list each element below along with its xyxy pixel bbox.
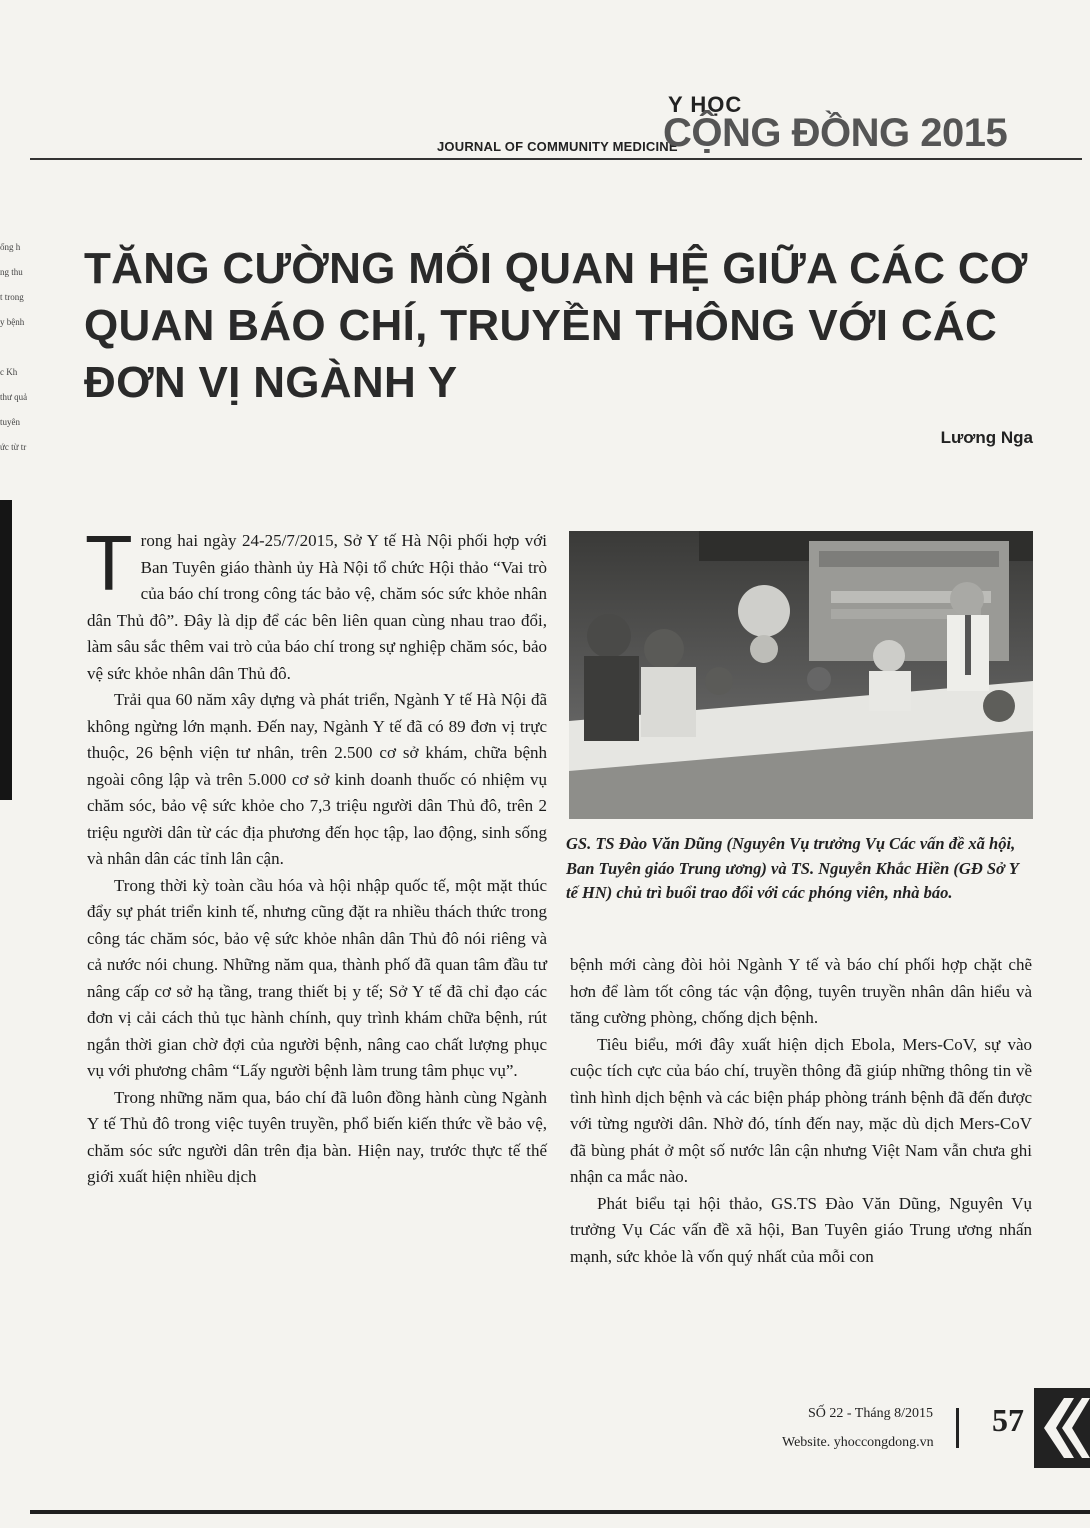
- paragraph: [85, 519, 547, 687]
- paragraph-text: rong hai ngày 24-25/7/2015, Sở Y tế Hà Nội phối hợp với Ban Tuyên giáo thành ủy Hà Nội tổ chức Hội thảo “Vai trò của báo chí trong công tác bảo vệ, chăm sóc sức khỏe nhân dân Thủ đô”. Đây là dịp để các bên liên quan cùng nhau trao đổi, làm sâu sắc thêm vai trò của báo chí trong sự nghiệp chăm sóc, bảo vệ sức khỏe nhân dân Thủ đô.: [87, 531, 547, 683]
- paragraph: bệnh mới càng đòi hỏi Ngành Y tế và báo chí phối hợp chặt chẽ hơn để làm tốt công tác vận động, tuyên truyền nhân dân hiểu và tăng cường phòng, chống dịch bệnh.: [570, 955, 1032, 1027]
- page-bottom-rule: [30, 1510, 1090, 1514]
- drop-cap: T: [85, 519, 133, 607]
- body-column-left: [85, 519, 547, 1191]
- journal-name-en: JOURNAL OF COMMUNITY MEDICINE: [437, 139, 678, 154]
- article-photo: [569, 531, 1033, 819]
- paragraph: Phát biểu tại hội thảo, GS.TS Đào Văn Dũng, Nguyên Vụ trưởng Vụ Các vấn đề xã hội, Ban Tuyên giáo Trung ương nhấn mạnh, sức khỏe là vốn quý nhất của mỗi con: [570, 1193, 1032, 1266]
- page-number: 57: [992, 1402, 1024, 1438]
- paragraph: Trong những năm qua, báo chí đã luôn đồng hành cùng Ngành Y tế Thủ đô trong việc tuyên truyền, phổ biến kiến thức về bảo vệ, chăm sóc sức người dân trên địa bàn. Hiện nay, trước thực tế thế giới xuất hiện nhiều dịch: [87, 1087, 547, 1186]
- paragraph: Trải qua 60 năm xây dựng và phát triển, Ngành Y tế Hà Nội đã không ngừng lớn mạnh. Đến nay, Ngành Y tế đã có 89 đơn vị trực thuộc, 26 bệnh viện tư nhân, trên 2.500 cơ sở khám, chữa bệnh ngoài công lập và trên 5.000 cơ sở kinh doanh thuốc có nhiệm vụ chăm sóc, bảo vệ sức khỏe cho 7,3 triệu người dân Thủ đô, trên 2 triệu người dân từ các địa phương đến học tập, lao động, sinh sống và nhân dân các tỉnh lân cận.: [87, 690, 547, 868]
- photo-illustration: [569, 531, 1033, 819]
- photo-caption: GS. TS Đào Văn Dũng (Nguyên Vụ trưởng Vụ Các vấn đề xã hội, Ban Tuyên giáo Trung ương) và TS. Nguyễn Khắc Hiền (GĐ Sở Y tế HN) chủ trì buổi trao đổi với các phóng viên, nhà báo.: [566, 834, 1019, 902]
- article-title: TĂNG CƯỜNG MỐI QUAN HỆ GIỮA CÁC CƠ QUAN BÁO CHÍ, TRUYỀN THÔNG VỚI CÁC ĐƠN VỊ NGÀNH Y: [84, 244, 1028, 407]
- paragraph: Tiêu biểu, mới đây xuất hiện dịch Ebola, Mers-CoV, sự vào cuộc tích cực của báo chí, truyền thông đã giúp những thông tin về tình hình dịch bệnh và các biện pháp phòng tránh bệnh đã đến được với từng người dân. Nhờ đó, tính đến nay, mặc dù dịch Mers-CoV đã bùng phát ở một số nước lân cận nhưng Việt Nam vẫn chưa ghi nhận ca mắc nào.: [570, 1034, 1032, 1186]
- brand-main: CỘNG ĐỒNG 2015: [663, 111, 1008, 155]
- body-column-right: [570, 952, 1032, 1270]
- header-rule: [30, 158, 1082, 160]
- footer-divider: [956, 1408, 959, 1448]
- brand-top: Y HỌC: [668, 92, 743, 117]
- chevron-left-icon: [1034, 1388, 1090, 1468]
- issue-info: SỐ 22 - Tháng 8/2015: [808, 1406, 933, 1421]
- website-link[interactable]: Website. yhoccongdong.vn: [782, 1435, 934, 1450]
- paragraph: Trong thời kỳ toàn cầu hóa và hội nhập quốc tế, một mặt thúc đẩy sự phát triển kinh tế, nhưng cũng đặt ra nhiều thách thức trong công tác chăm sóc, bảo vệ sức khỏe nhân dân Thủ đô nói riêng và cả nước nói chung. Những năm qua, thành phố đã quan tâm đầu tư nâng cấp cơ sở hạ tầng, trang thiết bị y tế; Sở Y tế đã chỉ đạo các đơn vị cải cách thủ tục hành chính, quy trình khám chữa bệnh, rút ngắn thời gian chờ đợi của người bệnh, nâng cao chất lượng phục vụ với phương châm “Lấy người bệnh làm trung tâm phục vụ”.: [87, 875, 547, 1080]
- page-bleed-bar: [0, 500, 12, 800]
- page-bleed-text: ống h ng thu t trong y bệnh c Kh thư quả tuyên ức từ tr: [0, 242, 28, 452]
- article-author: Lương Nga: [940, 428, 1033, 447]
